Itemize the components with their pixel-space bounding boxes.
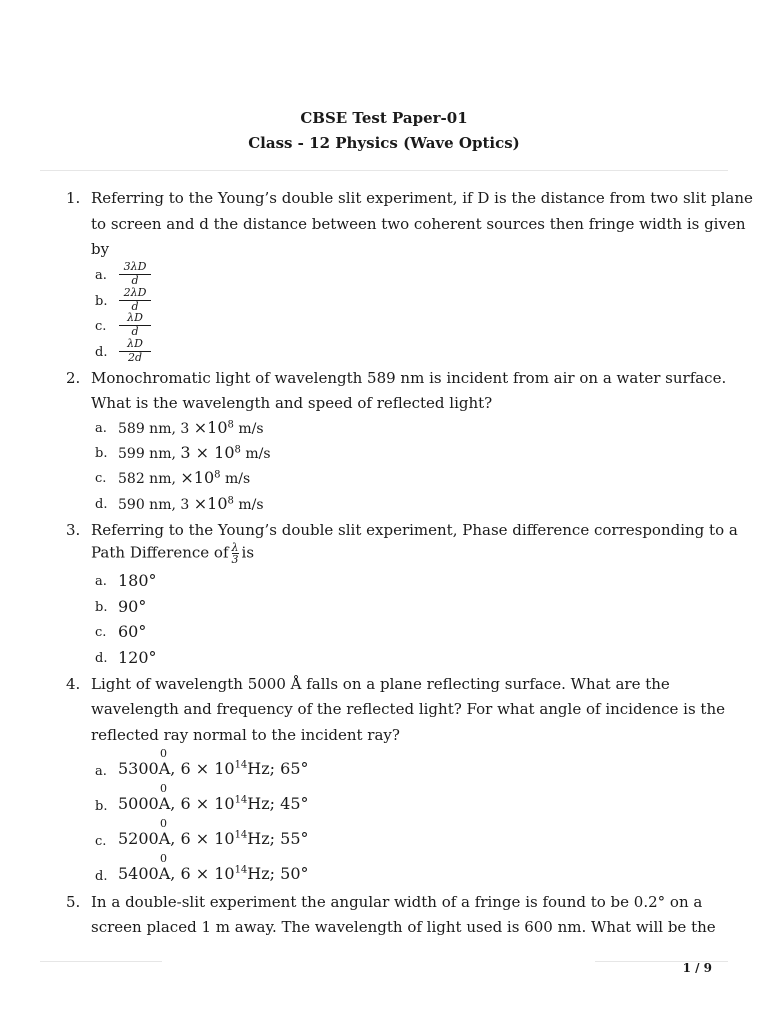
footer-divider-left [40, 961, 162, 962]
question-text: Referring to the Young’s double slit experiment, Phase difference corresponding to a [91, 521, 738, 539]
option-text: 180° [118, 571, 157, 590]
question-number: 5. [66, 893, 81, 911]
option-letter: c. [95, 319, 107, 334]
paper-title: CBSE Test Paper-01 [300, 109, 468, 127]
question-text: Monochromatic light of wavelength 589 nm is incident from air on a water surface. [91, 369, 727, 387]
angstrom-zero-mark: 0 [160, 817, 167, 830]
question-text: screen placed 1 m away. The wavelength of light used is 600 nm. What will be the [91, 918, 716, 936]
question-text: What is the wavelength and speed of reflected light? [91, 394, 493, 412]
option-letter: c. [95, 471, 107, 486]
option-letter: a. [95, 421, 107, 436]
angstrom-zero-mark: 0 [160, 852, 167, 865]
angstrom-zero-mark: 0 [160, 747, 167, 760]
option-letter: b. [95, 446, 108, 461]
lambda-over-3-fraction: $\frac{\lambda}{3}$ [231, 541, 239, 566]
option-fraction: $\frac{\lambda D}{2d}$ [119, 338, 151, 364]
question-text: Path Difference of $\frac{\lambda}{3}$ is [91, 541, 255, 566]
option-text: 5300A, $6 \times 10^{14}Hz$; 65° [118, 759, 309, 778]
question-text: wavelength and frequency of the reflected light? For what angle of incidence is the [91, 700, 725, 718]
option-letter: d. [95, 497, 108, 512]
question-text: In a double-slit experiment the angular width of a fringe is found to be 0.2° on a [91, 893, 703, 911]
option-letter: a. [95, 764, 107, 779]
option-fraction: $\frac{2\lambda D}{d}$ [119, 287, 151, 313]
question-text: Light of wavelength 5000 Å falls on a plane reflecting surface. What are the [91, 675, 670, 693]
question-text: Referring to the Young’s double slit experiment, if D is the distance from two slit plane [91, 189, 753, 207]
question-text: by [91, 240, 110, 258]
question-text: to screen and d the distance between two coherent sources then fringe width is given [91, 215, 746, 233]
option-letter: b. [95, 600, 108, 615]
option-text: 5200A, $6 \times 10^{14}Hz$; 55° [118, 829, 309, 848]
option-text: 582 nm, $\times 10^8$ m/s [118, 468, 251, 487]
option-text: 590 nm, $3 \times 10^8$ m/s [118, 494, 264, 513]
question-text: reflected ray normal to the incident ray? [91, 726, 400, 744]
option-letter: d. [95, 651, 108, 666]
option-text: 90° [118, 597, 147, 616]
paper-subtitle: Class - 12 Physics (Wave Optics) [248, 134, 520, 152]
page-number: 1 / 9 [682, 961, 712, 975]
option-letter: b. [95, 799, 108, 814]
option-letter: d. [95, 345, 108, 360]
option-letter: c. [95, 834, 107, 849]
option-text: 5000A, $6 \times 10^{14}Hz$; 45° [118, 794, 309, 813]
option-letter: d. [95, 869, 108, 884]
question-number: 3. [66, 521, 81, 539]
question-number: 2. [66, 369, 81, 387]
option-fraction: $\frac{\lambda D}{d}$ [119, 312, 151, 338]
option-letter: b. [95, 294, 108, 309]
option-text: 120° [118, 648, 157, 667]
option-fraction: $\frac{3\lambda D}{d}$ [119, 261, 151, 287]
question-number: 1. [66, 189, 81, 207]
option-text: 589 nm, $3 \times 10^8$ m/s [118, 418, 264, 437]
option-letter: a. [95, 574, 107, 589]
angstrom-zero-mark: 0 [160, 782, 167, 795]
option-text: 60° [118, 622, 147, 641]
option-text: 5400A, $6 \times 10^{14}Hz$; 50° [118, 864, 309, 883]
header-divider [40, 170, 728, 171]
question-number: 4. [66, 675, 81, 693]
option-letter: a. [95, 268, 107, 283]
option-letter: c. [95, 625, 107, 640]
option-text: 599 nm, $3 \times 10^8$ m/s [118, 443, 271, 462]
